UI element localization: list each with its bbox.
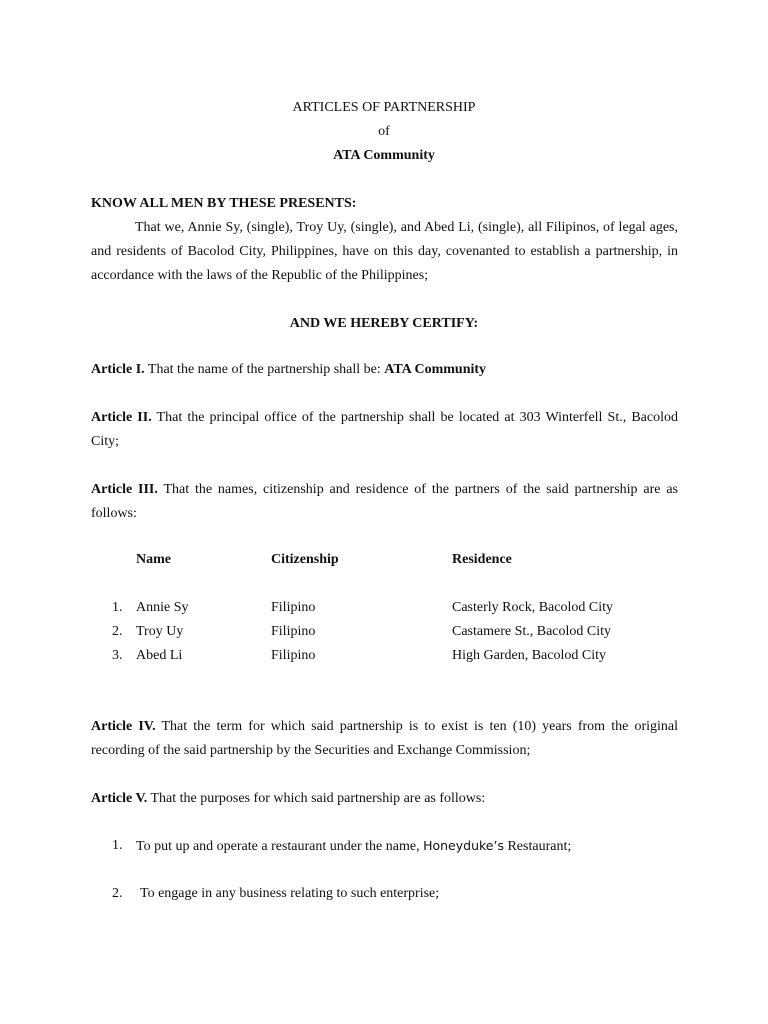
article-5-text: That the purposes for which said partnership are as follows: (147, 791, 486, 806)
title-of: of (378, 124, 390, 139)
article-5 (91, 787, 678, 811)
partnership-name-heading: ATA Community (333, 148, 435, 163)
article-1-text: That the name of the partnership shall be: (144, 362, 385, 377)
know-all-heading: KNOW ALL MEN BY THESE PRESENTS: (91, 196, 357, 211)
purpose-2-num: 2. (112, 886, 123, 901)
article-2-text: That the principal office of the partnership shall be located at 303 Winterfell St., Bacolod City; (91, 410, 678, 449)
purpose-1-text: To put up and operate a restaurant under the name, (136, 839, 424, 854)
article-4 (91, 715, 678, 763)
article-3 (91, 478, 678, 526)
document-title: ARTICLES OF PARTNERSHIP (292, 100, 476, 115)
article-2-label: Article II. (91, 410, 152, 425)
purpose-1-suffix: Restaurant; (503, 839, 572, 854)
row-3-name: Abed Li (136, 648, 183, 663)
purpose-1-num: 1. (112, 838, 123, 853)
row-2-residence: Castamere St., Bacolod City (452, 624, 612, 639)
header-name: Name (136, 552, 171, 567)
header-residence: Residence (452, 552, 512, 567)
article-4-label: Article IV. (91, 719, 156, 734)
article-1-name: ATA Community (384, 362, 487, 377)
article-3-text: That the names, citizenship and residence of the partners of the said partnership are as follows: (91, 482, 678, 521)
purpose-1 (136, 834, 571, 859)
article-3-label: Article III. (91, 482, 158, 497)
article-1 (91, 358, 678, 382)
header-citizenship: Citizenship (271, 552, 339, 567)
row-3-residence: High Garden, Bacolod City (452, 648, 606, 663)
row-1-residence: Casterly Rock, Bacolod City (452, 600, 613, 615)
row-2-citizenship: Filipino (271, 624, 316, 639)
certify-heading: AND WE HEREBY CERTIFY: (289, 316, 479, 331)
article-4-text: That the term for which said partnership is to exist is ten (10) years from the original recording of the said partnership by the Securities and Exchange Commission; (91, 719, 678, 758)
row-3-citizenship: Filipino (271, 648, 316, 663)
row-1-name: Annie Sy (136, 600, 189, 615)
purpose-2-text: To engage in any business relating to such enterprise; (140, 886, 440, 901)
row-2-num: 2. (112, 624, 123, 639)
article-1-label: Article I. (91, 362, 145, 377)
article-2 (91, 406, 678, 454)
article-5-label: Article V. (91, 791, 148, 806)
row-2-name: Troy Uy (136, 624, 184, 639)
restaurant-name: Honeyduke’s (423, 838, 504, 853)
intro-paragraph: That we, Annie Sy, (single), Troy Uy, (single), and Abed Li, (single), all Filipinos, of legal ages, and residents of Bacolod City, Philippines, have on this day, covenanted to establish a partnership, in accordance with the laws of the Republic of the Philippines; (91, 220, 678, 283)
row-3-num: 3. (112, 648, 123, 663)
row-1-citizenship: Filipino (271, 600, 316, 615)
row-1-num: 1. (112, 600, 123, 615)
